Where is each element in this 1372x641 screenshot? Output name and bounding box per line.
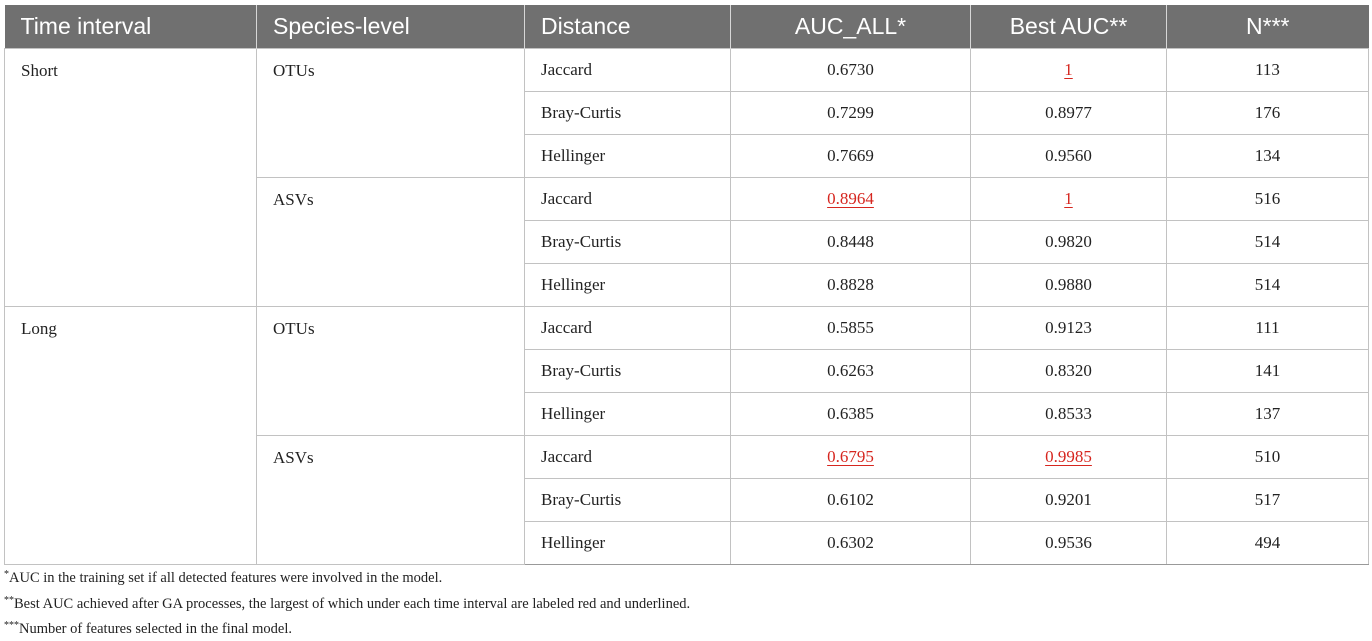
n-features-cell: 113: [1167, 49, 1369, 92]
header-n: N***: [1167, 5, 1369, 49]
distance-cell: Bray-Curtis: [525, 350, 731, 393]
footnote-mark: **: [4, 594, 14, 606]
table-header: [5, 5, 1369, 49]
n-features-cell: 111: [1167, 307, 1369, 350]
distance-cell: Bray-Curtis: [525, 479, 731, 522]
auc-all-cell: 0.6302: [731, 522, 971, 565]
footnote-text: Number of features selected in the final model.: [19, 621, 292, 637]
n-features-cell: 516: [1167, 178, 1369, 221]
n-features-cell: 134: [1167, 135, 1369, 178]
distance-cell: Bray-Curtis: [525, 92, 731, 135]
distance-cell: Hellinger: [525, 135, 731, 178]
footnote: [4, 564, 690, 590]
best-auc-cell: 1: [971, 178, 1167, 221]
n-features-cell: 176: [1167, 92, 1369, 135]
n-features-cell: 517: [1167, 479, 1369, 522]
distance-cell: Jaccard: [525, 49, 731, 92]
distance-cell: Jaccard: [525, 436, 731, 479]
header-row: [5, 5, 1369, 49]
distance-cell: Jaccard: [525, 307, 731, 350]
auc-all-cell: 0.8964: [731, 178, 971, 221]
distance-cell: Bray-Curtis: [525, 221, 731, 264]
best-auc-cell: 0.8320: [971, 350, 1167, 393]
distance-cell: Hellinger: [525, 264, 731, 307]
n-features-cell: 494: [1167, 522, 1369, 565]
auc-all-cell: 0.6385: [731, 393, 971, 436]
time-interval-cell: Long: [5, 307, 257, 565]
header-time-interval: Time interval: [5, 5, 257, 49]
best-auc-cell: 0.9560: [971, 135, 1167, 178]
best-auc-cell: 0.8533: [971, 393, 1167, 436]
table-body: [5, 49, 1369, 565]
best-auc-cell: 0.9123: [971, 307, 1167, 350]
footnote-mark: *: [4, 569, 9, 580]
header-auc-all: AUC_ALL*: [731, 5, 971, 49]
species-level-cell: ASVs: [257, 436, 525, 565]
best-auc-cell: 0.9201: [971, 479, 1167, 522]
auc-all-cell: 0.8448: [731, 221, 971, 264]
table-row: [5, 307, 1369, 350]
n-features-cell: 514: [1167, 221, 1369, 264]
header-species-level: Species-level: [257, 5, 525, 49]
best-auc-cell: 0.9820: [971, 221, 1167, 264]
best-auc-cell: 0.9536: [971, 522, 1167, 565]
footnotes: [4, 564, 690, 641]
footnote: [4, 615, 690, 641]
species-level-cell: OTUs: [257, 49, 525, 178]
auc-all-cell: 0.7669: [731, 135, 971, 178]
time-interval-cell: Short: [5, 49, 257, 307]
distance-cell: Hellinger: [525, 522, 731, 565]
best-auc-cell: 0.8977: [971, 92, 1167, 135]
results-table: [4, 5, 1369, 565]
auc-all-cell: 0.6795: [731, 436, 971, 479]
auc-all-cell: 0.7299: [731, 92, 971, 135]
auc-all-cell: 0.6730: [731, 49, 971, 92]
footnote-mark: ***: [4, 620, 19, 631]
distance-cell: Jaccard: [525, 178, 731, 221]
species-level-cell: ASVs: [257, 178, 525, 307]
auc-all-cell: 0.6263: [731, 350, 971, 393]
footnote-text: AUC in the training set if all detected features were involved in the model.: [9, 570, 443, 586]
n-features-cell: 514: [1167, 264, 1369, 307]
n-features-cell: 141: [1167, 350, 1369, 393]
header-best-auc: Best AUC**: [971, 5, 1167, 49]
auc-all-cell: 0.5855: [731, 307, 971, 350]
auc-all-cell: 0.8828: [731, 264, 971, 307]
n-features-cell: 137: [1167, 393, 1369, 436]
best-auc-cell: 0.9880: [971, 264, 1167, 307]
best-auc-cell: 0.9985: [971, 436, 1167, 479]
auc-all-cell: 0.6102: [731, 479, 971, 522]
footnote-text: Best AUC achieved after GA processes, the largest of which under each time interval are labeled red and underlined.: [14, 595, 691, 612]
distance-cell: Hellinger: [525, 393, 731, 436]
n-features-cell: 510: [1167, 436, 1369, 479]
header-distance: Distance: [525, 5, 731, 49]
species-level-cell: OTUs: [257, 307, 525, 436]
best-auc-cell: 1: [971, 49, 1167, 92]
table-row: [5, 49, 1369, 92]
footnote: [4, 590, 690, 616]
